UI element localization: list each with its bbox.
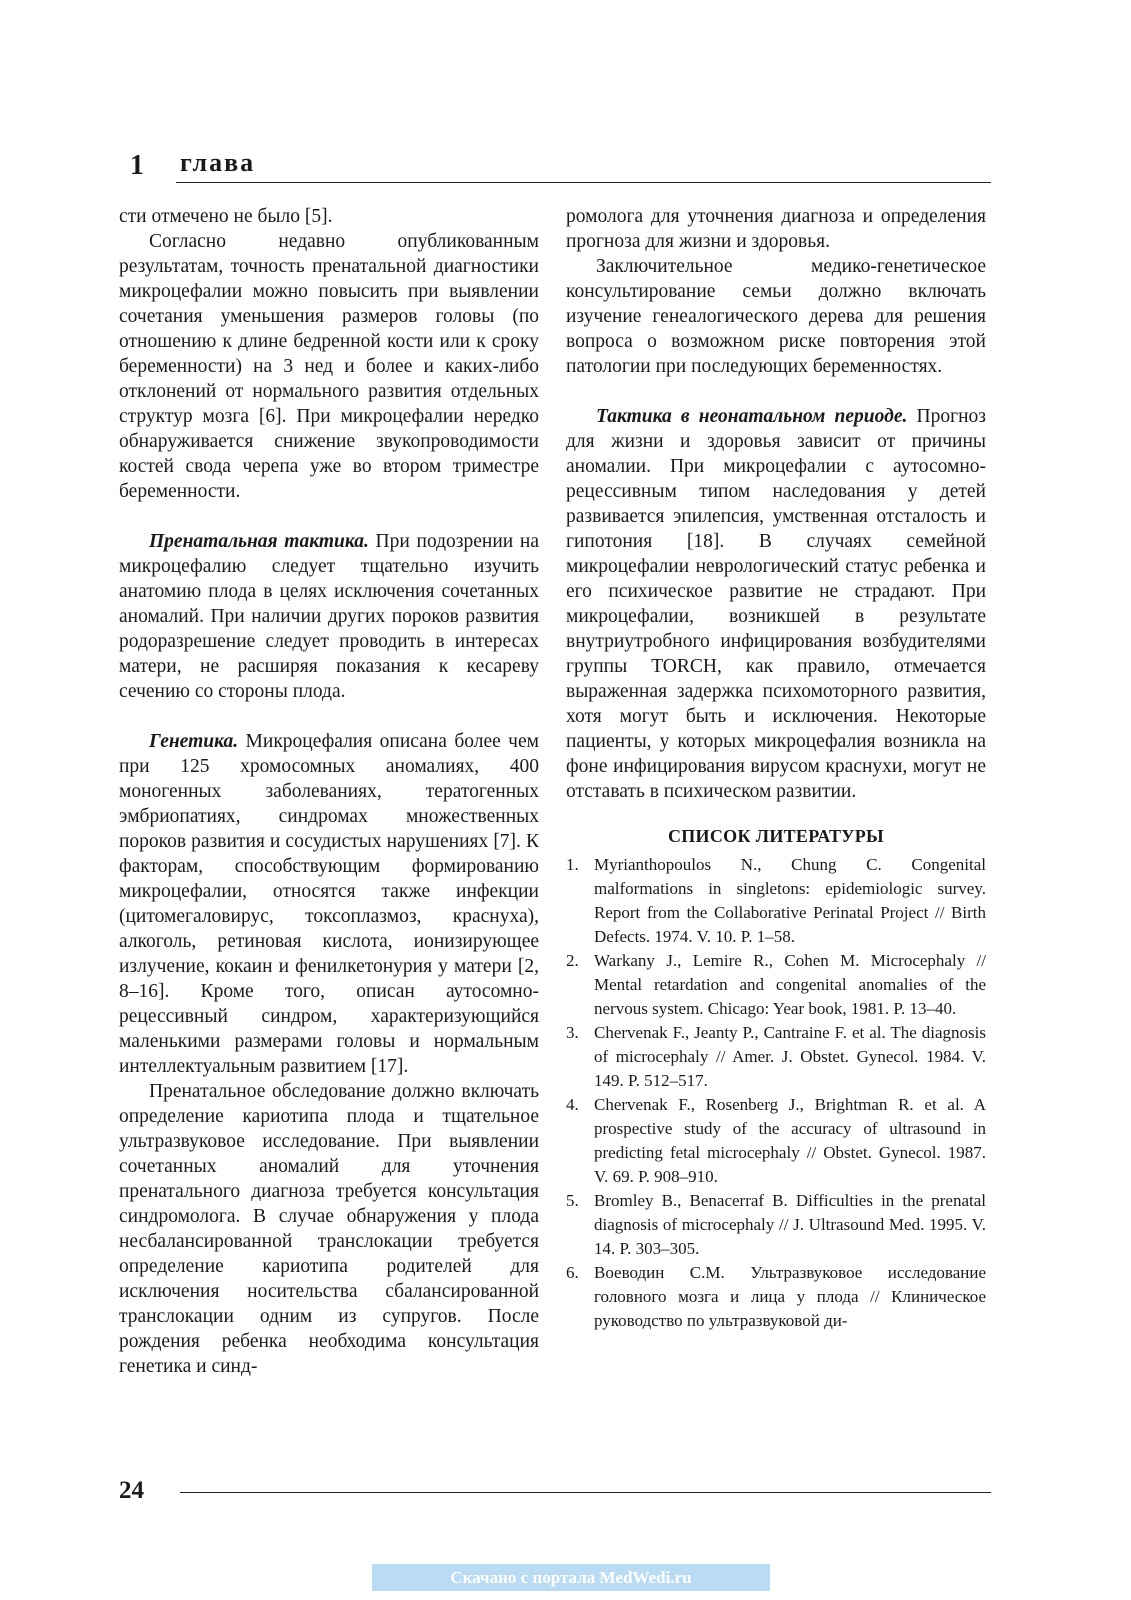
- section-lead: Тактика в неонатальном периоде.: [596, 406, 908, 427]
- header-rule: [176, 182, 991, 183]
- reference-text: Воеводин С.М. Ультразвуковое исследование головного мозга и лица у плода // Клиническое руководство по ультразвуковой ди-: [594, 1263, 986, 1330]
- reference-item: [566, 1189, 986, 1261]
- reference-item: [566, 1021, 986, 1093]
- footer-rule: [180, 1492, 991, 1493]
- reference-number: 5.: [566, 1191, 579, 1210]
- paragraph: Заключительное медико-генетическое консультирование семьи должно включать изучение генеалогического дерева для решения вопроса о возможном риске повторения этой патологии при последующих беременностях.: [566, 256, 986, 377]
- reference-text: Warkany J., Lemire R., Cohen M. Microcephaly // Mental retardation and congenital anomalies of the nervous system. Chicago: Year book, 1981. P. 13–40.: [594, 951, 986, 1018]
- reference-text: Myrianthopoulos N., Chung C. Congenital malformations in singletons: epidemiologic survey. Report from the Collaborative Perinatal Project // Birth Defects. 1974. V. 10. P. 1–58.: [594, 855, 986, 946]
- chapter-label: глава: [180, 148, 256, 177]
- paragraph-text: Микроцефалия описана более чем при 125 хромосомных аномалиях, 400 моногенных заболеваниях, тератогенных эмбриопатиях, синдромах множественных пороков развития и сосудистых нарушениях [7]. К факторам, способствующим формированию микроцефалии, относятся также инфекции (цитомегаловирус, токсоплазмоз, краснуха), алкоголь, ретиновая кислота, ионизирующее излучение, кокаин и фенилкетонурия у матери [2, 8–16]. Кроме того, описан аутосомно-рецессивный синдром, характеризующийся маленькими размерами головы и нормальным интеллектуальным развитием [17].: [119, 731, 539, 1077]
- reference-text: Chervenak F., Rosenberg J., Brightman R. et al. A prospective study of the accuracy of ultrasound in predicting fetal microcephaly // Obstet. Gynecol. 1987. V. 69. P. 908–910.: [594, 1095, 986, 1186]
- reference-text: Bromley B., Benacerraf B. Difficulties in the prenatal diagnosis of microcephaly // J. Ultrasound Med. 1995. V. 14. P. 303–305.: [594, 1191, 986, 1258]
- watermark-link[interactable]: Скачано с портала MedWedi.ru: [372, 1564, 770, 1591]
- chapter-number: 1: [130, 150, 144, 181]
- paragraph-genetics: [119, 729, 539, 1079]
- right-column: [566, 204, 986, 1333]
- references-list: [566, 853, 986, 1333]
- section-lead: Пренатальная тактика.: [149, 531, 369, 552]
- reference-number: 6.: [566, 1263, 579, 1282]
- paragraph: Пренатальное обследование должно включать определение кариотипа плода и тщательное ультразвуковое исследование. При выявлении сочетанных аномалий для уточнения пренатального диагноза требуется консультация синдромолога. В случае обнаружения у плода несбалансированной транслокации требуется определение кариотипа родителей для исключения носительства сбалансированной транслокации одним из супругов. После рождения ребенка необходима консультация генетика и синд-: [119, 1081, 539, 1377]
- reference-item: [566, 1093, 986, 1189]
- paragraph-neonatal-tactics: [566, 404, 986, 804]
- reference-item: [566, 949, 986, 1021]
- paragraph-text: Прогноз для жизни и здоровья зависит от причины аномалии. При микроцефалии с аутосомно-рецессивным типом наследования у детей развивается эпилепсия, умственная отсталость и гипотония [18]. В случаях семейной микроцефалии неврологический статус ребенка и его психическое развитие не страдают. При микроцефалии, возникшей в результате внутриутробного инфицирования возбудителями группы TORCH, как правило, отмечается выраженная задержка психомоторного развития, хотя могут быть и исключения. Некоторые пациенты, у которых микроцефалия возникла на фоне инфицирования вирусом краснухи, могут не отставать в психическом развитии.: [566, 406, 987, 802]
- section-lead: Генетика.: [149, 731, 239, 752]
- references-title: СПИСОК ЛИТЕРАТУРЫ: [667, 826, 885, 846]
- paragraph: Согласно недавно опубликованным результатам, точность пренатальной диагностики микроцефалии можно повысить при выявлении сочетания уменьшения размеров головы (по отношению к длине бедренной кости или к сроку беременности) на 3 нед и более и каких-либо отклонений от нормального развития отдельных структур мозга [6]. При микроцефалии нередко обнаруживается снижение звукопроводимости костей свода черепа уже во втором триместре беременности.: [119, 231, 539, 502]
- reference-number: 1.: [566, 855, 579, 874]
- reference-item: [566, 853, 986, 949]
- page-number: 24: [119, 1477, 144, 1504]
- paragraph-text: При подозрении на микроцефалию следует тщательно изучить анатомию плода в целях исключения сочетанных аномалий. При наличии других пороков развития родоразрешение следует проводить в интересах матери, не расширяя показания к кесареву сечению со стороны плода.: [119, 531, 539, 702]
- paragraph-prenatal-tactics: [119, 529, 539, 704]
- reference-number: 2.: [566, 951, 579, 970]
- reference-number: 4.: [566, 1095, 579, 1114]
- reference-item: [566, 1261, 986, 1333]
- left-column: [119, 204, 539, 1379]
- paragraph: сти отмечено не было [5].: [119, 206, 333, 227]
- reference-number: 3.: [566, 1023, 579, 1042]
- reference-text: Chervenak F., Jeanty P., Cantraine F. et al. The diagnosis of microcephaly // Amer. J. Obstet. Gynecol. 1984. V. 149. P. 512–517.: [594, 1023, 986, 1090]
- paragraph: ромолога для уточнения диагноза и определения прогноза для жизни и здоровья.: [566, 206, 986, 252]
